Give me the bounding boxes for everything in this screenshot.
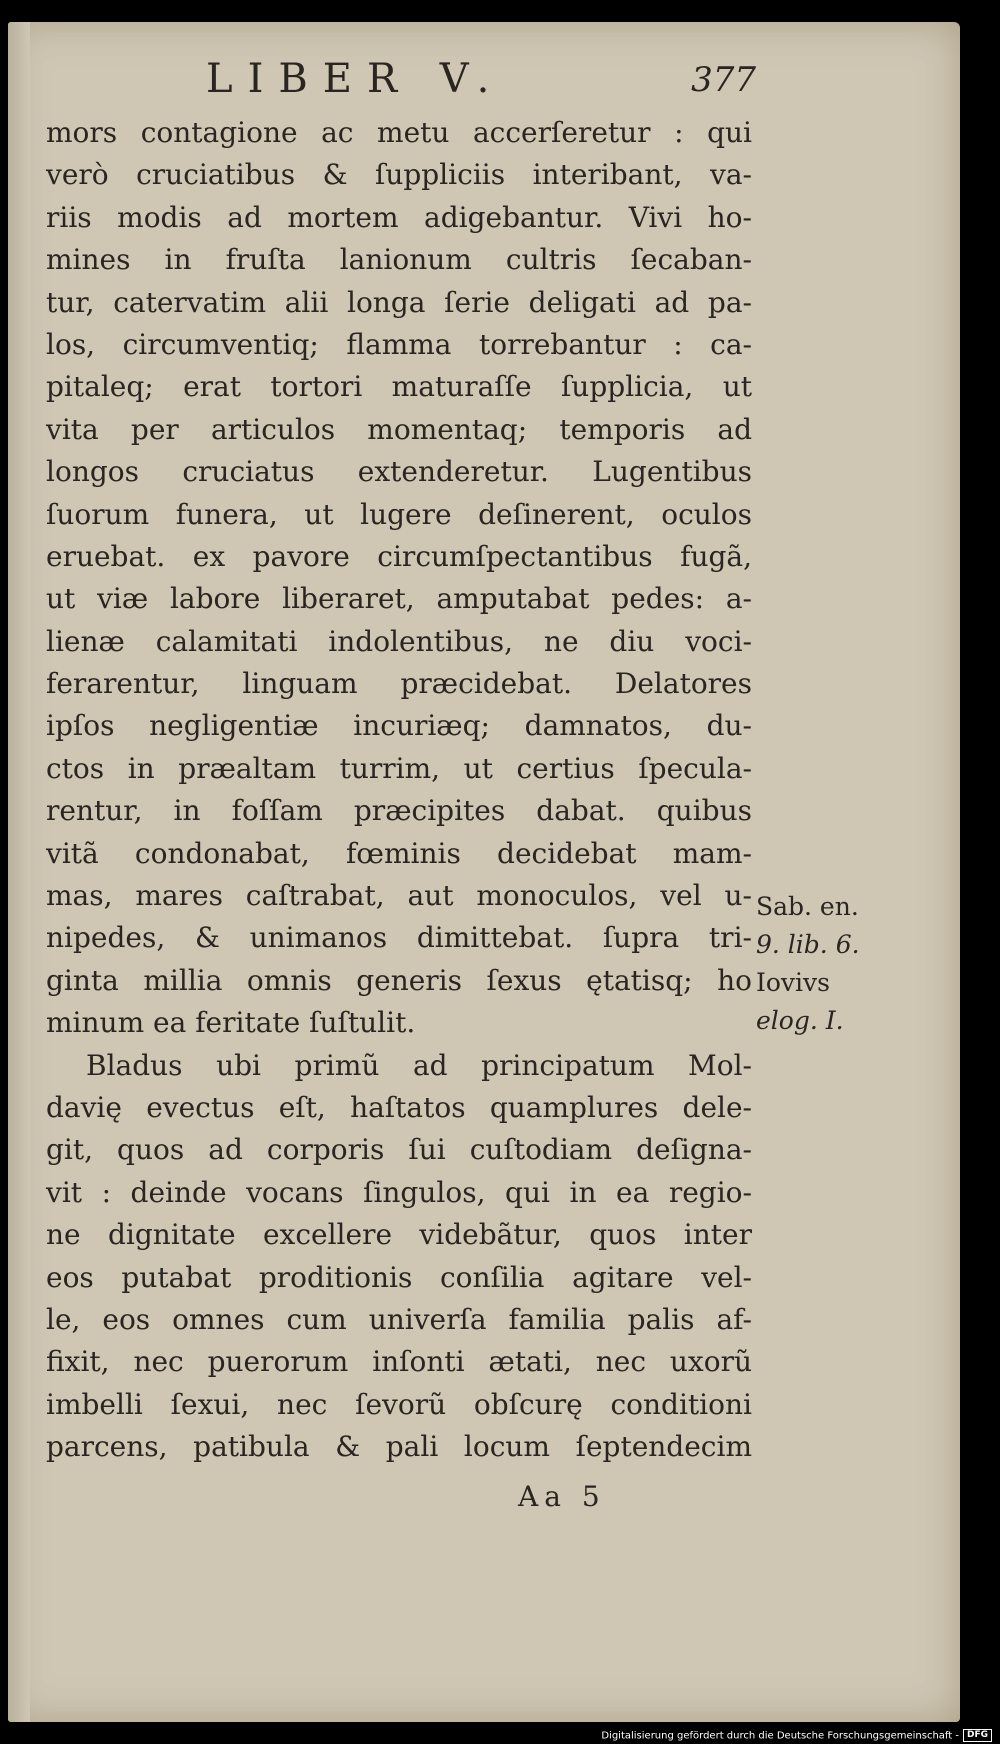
marginal-note-line-3: Iovivs <box>756 968 830 997</box>
text-line-1: mors contagione ac metu accerſeretur : qui <box>46 116 752 149</box>
marginal-note-line-4: elog. I. <box>756 1006 844 1035</box>
text-line-23: Bladus ubi primũ ad principatum Mol- <box>86 1048 752 1082</box>
text-line-21: ginta millia omnis generis ſexus ętatisq; ho <box>46 963 752 997</box>
text-line-10: ſuorum funera, ut lugere deſinerent, oculos <box>46 497 752 531</box>
text-line-4: mines in fruſta lanionum cultris ſecaban- <box>46 243 752 277</box>
credit-text: Digitalisierung gefördert durch die Deutsche Forschungsgemeinschaft - <box>601 1730 959 1742</box>
digitization-credit <box>601 1729 992 1742</box>
text-line-12: ut viæ labore liberaret, amputabat pedes: a- <box>46 582 752 616</box>
text-line-8: vita per articulos momentaq; temporis ad <box>46 412 752 446</box>
text-line-18: vitã condonabat, fœminis decidebat mam- <box>46 836 752 870</box>
text-line-31: imbelli ſexui, nec ſevorũ obſcurę conditioni <box>46 1387 752 1421</box>
marginal-note-line-1: Sab. en. <box>756 892 859 921</box>
text-line-3: riis modis ad mortem adigebantur. Vivi ho- <box>46 200 752 234</box>
text-line-2: verò cruciatibus & ſuppliciis interibant, va- <box>46 158 752 192</box>
text-line-28: eos putabat proditionis conſilia agitare vel- <box>46 1260 752 1294</box>
page-header <box>206 56 756 106</box>
text-line-5: tur, catervatim alii longa ſerie deligati ad pa- <box>46 285 752 319</box>
text-line-20: nipedes, & unimanos dimittebat. ſupra tri- <box>46 921 752 955</box>
marginal-citation <box>756 888 916 1040</box>
running-head: LIBER V. <box>206 56 505 102</box>
text-line-13: lienæ calamitati indolentibus, ne diu voci- <box>46 624 752 658</box>
text-line-6: los, circumventiq; flamma torrebantur : ca- <box>46 327 752 361</box>
signature-mark: Aa 5 <box>518 1480 606 1513</box>
text-line-15: ipſos negligentiæ incuriæq; damnatos, du- <box>46 709 752 743</box>
page-number: 377 <box>691 60 756 100</box>
text-line-17: rentur, in foſſam præcipites dabat. quibus <box>46 794 752 828</box>
text-line-11: eruebat. ex pavore circumſpectantibus fugã, <box>46 539 752 573</box>
text-line-16: ctos in præaltam turrim, ut certius ſpecula- <box>46 751 752 785</box>
marginal-note-line-2: 9. lib. 6. <box>756 930 860 959</box>
body-text <box>46 112 752 1469</box>
dfg-logo: DFG <box>963 1729 992 1742</box>
text-line-9: longos cruciatus extenderetur. Lugentibus <box>46 455 752 489</box>
text-line-32: parcens, patibula & pali locum ſeptendecim <box>46 1430 752 1464</box>
text-line-22: minum ea feritate ſuſtulit. <box>46 1006 416 1040</box>
text-line-24: davię evectus eſt, haſtatos quamplures dele- <box>46 1090 752 1124</box>
text-line-25: git, quos ad corporis ſui cuſtodiam deſigna- <box>46 1133 752 1167</box>
text-line-19: mas, mares caſtrabat, aut monoculos, vel u- <box>46 879 752 913</box>
text-line-29: le, eos omnes cum univerſa familia palis af- <box>46 1302 752 1336</box>
text-line-26: vit : deinde vocans ſingulos, qui in ea regio- <box>46 1175 752 1209</box>
text-line-14: ferarentur, linguam præcidebat. Delatores <box>46 667 752 701</box>
page-gutter-edge <box>8 22 30 1722</box>
text-line-27: ne dignitate excellere videbãtur, quos inter <box>46 1218 752 1252</box>
text-line-7: pitaleq; erat tortori maturaſſe ſupplicia, ut <box>46 370 752 404</box>
text-line-30: fixit, nec puerorum inſonti ætati, nec uxorũ <box>46 1345 752 1379</box>
